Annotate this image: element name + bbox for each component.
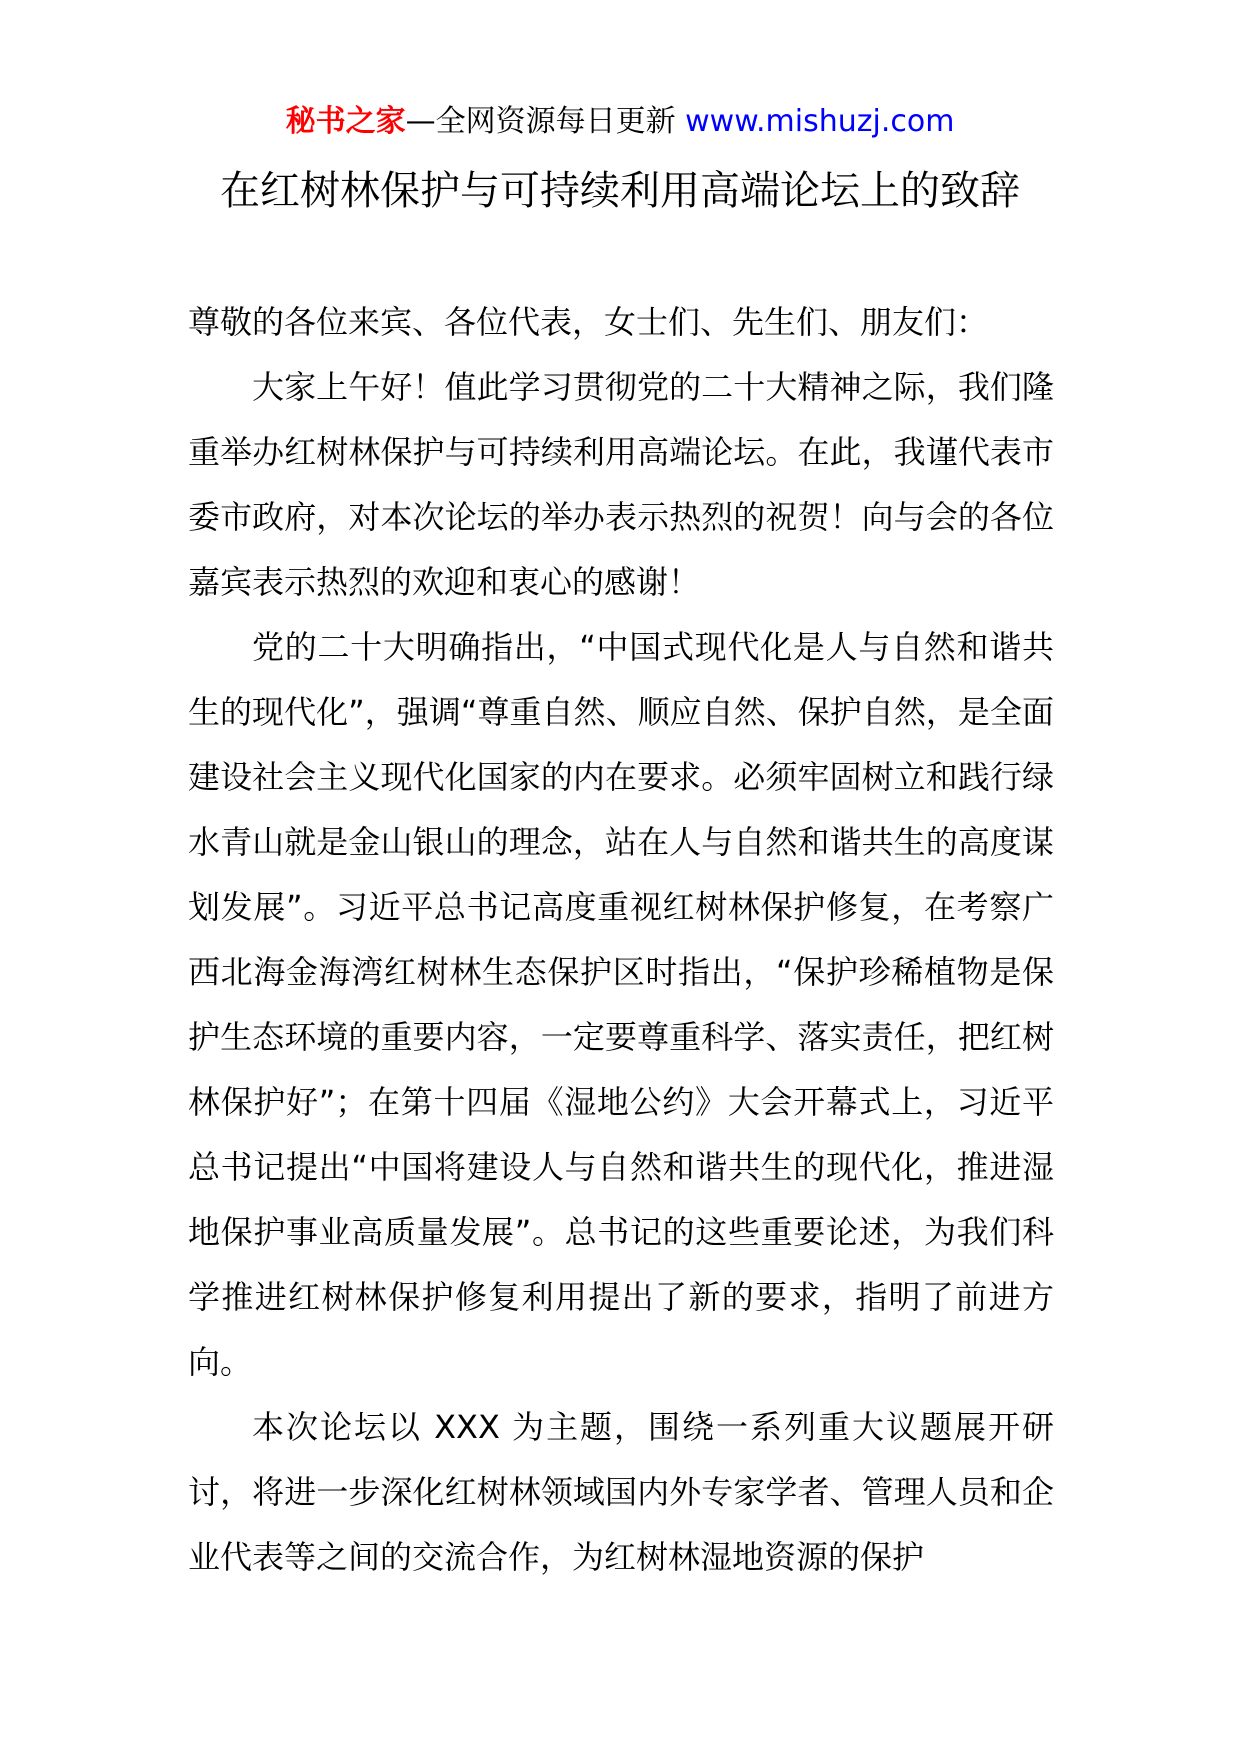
speech-body (188, 290, 1054, 1590)
site-tagline: —全网资源每日更新 (405, 104, 676, 139)
paragraph-forum-theme: 本次论坛以 XXX 为主题，围绕一系列重大议题展开研讨，将进一步深化红树林领域国内外专家学者、管理人员和企业代表等之间的交流合作，为红树林湿地资源的保护 (188, 1408, 1054, 1576)
paragraph-opening: 大家上午好！值此学习贯彻党的二十大精神之际，我们隆重举办红树林保护与可持续利用高端论坛。在此，我谨代表市委市政府，对本次论坛的举办表示热烈的祝贺！向与会的各位嘉宾表示热烈的欢迎和衷心的感谢！ (188, 368, 1054, 601)
site-header (0, 100, 1240, 144)
paragraph-party-congress: 党的二十大明确指出，“中国式现代化是人与自然和谐共生的现代化”，强调“尊重自然、顺应自然、保护自然，是全面建设社会主义现代化国家的内在要求。必须牢固树立和践行绿水青山就是金山银山的理念，站在人与自然和谐共生的高度谋划发展”。习近平总书记高度重视红树林保护修复，在考察广西北海金海湾红树林生态保护区时指出，“保护珍稀植物是保护生态环境的重要内容，一定要尊重科学、落实责任，把红树林保护好”；在第十四届《湿地公约》大会开幕式上，习近平总书记提出“中国将建设人与自然和谐共生的现代化，推进湿地保护事业高质量发展”。总书记的这些重要论述，为我们科学推进红树林保护修复利用提出了新的要求，指明了前进方向。 (188, 628, 1054, 1381)
site-brand: 秘书之家 (285, 104, 406, 139)
document-title: 在红树林保护与可持续利用高端论坛上的致辞 (220, 168, 1020, 214)
salutation: 尊敬的各位来宾、各位代表，女士们、先生们、朋友们： (188, 303, 989, 341)
site-url-link[interactable]: www.mishuzj.com (685, 104, 955, 139)
